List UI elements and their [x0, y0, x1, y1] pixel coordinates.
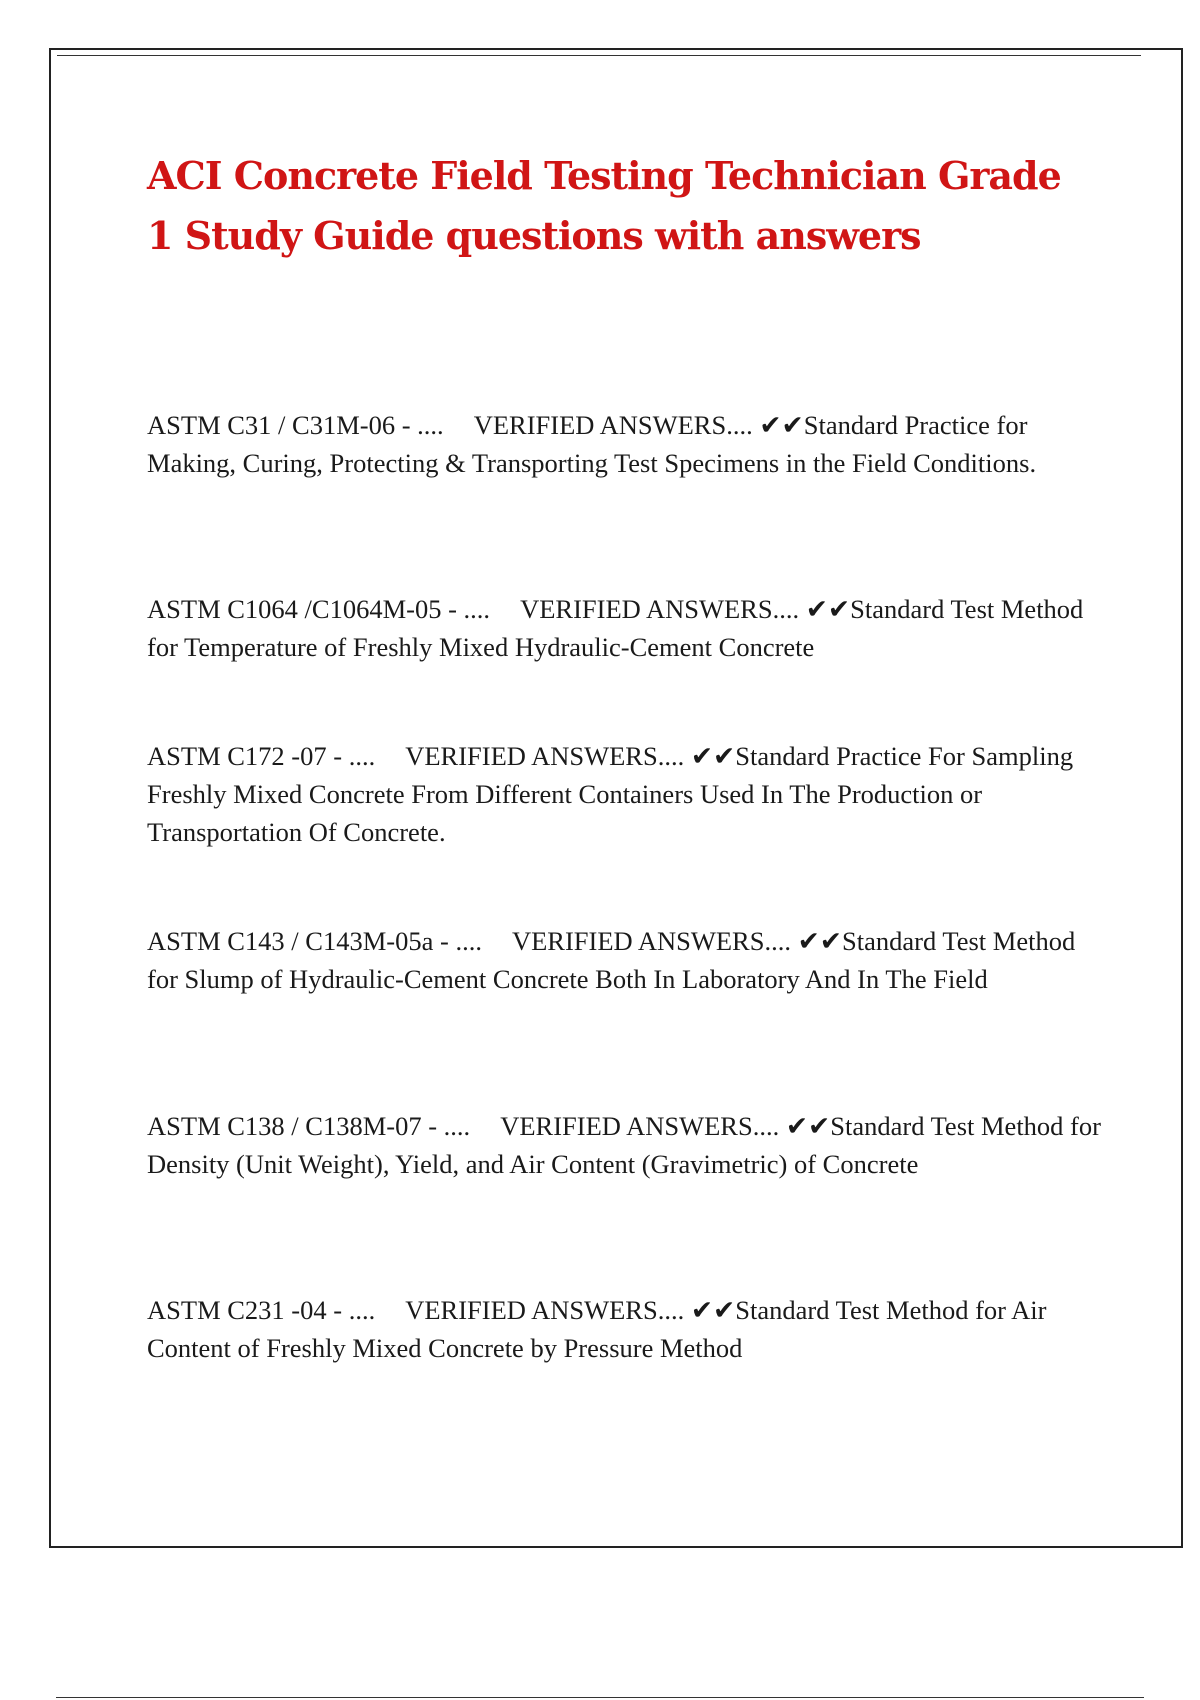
answer-text: Standard Test Method for Temperature of Freshly Mixed Hydraulic-Cement Concrete: [147, 594, 1090, 662]
check-icon: ✔✔: [690, 741, 736, 771]
question-text: ASTM C31 / C31M-06 - ....: [147, 410, 444, 440]
qa-item: [147, 922, 1107, 998]
question-text: ASTM C231 -04 - ....: [147, 1295, 376, 1325]
qa-item: [147, 1107, 1107, 1183]
verified-label: VERIFIED ANSWERS....: [405, 1295, 685, 1325]
qa-item: [147, 737, 1107, 851]
check-icon: ✔✔: [759, 410, 804, 440]
check-icon: ✔✔: [805, 594, 851, 624]
page-frame: [49, 48, 1183, 1548]
verified-label: VERIFIED ANSWERS....: [500, 1111, 780, 1141]
qa-item: [147, 590, 1107, 666]
verified-label: VERIFIED ANSWERS....: [473, 410, 753, 440]
check-icon: ✔✔: [797, 926, 843, 956]
answer-text: Standard Test Method for Density (Unit Weight), Yield, and Air Content (Gravimetric) of Concrete: [147, 1111, 1108, 1179]
check-icon: ✔✔: [785, 1111, 831, 1141]
verified-label: VERIFIED ANSWERS....: [520, 594, 800, 624]
verified-label: VERIFIED ANSWERS....: [511, 926, 791, 956]
answer-text: Standard Test Method for Air Content of Freshly Mixed Concrete by Pressure Method: [147, 1295, 1054, 1363]
qa-item: [147, 406, 1107, 482]
question-text: ASTM C143 / C143M-05a - ....: [147, 926, 482, 956]
answer-text: Standard Practice for Making, Curing, Protecting & Transporting Test Specimens in the Field Conditions.: [147, 410, 1037, 478]
top-rule: [57, 55, 1141, 56]
verified-label: VERIFIED ANSWERS....: [405, 741, 685, 771]
qa-item: [147, 1291, 1107, 1367]
answer-text: Standard Test Method for Slump of Hydraulic-Cement Concrete Both In Laboratory And In The Field: [147, 926, 1082, 994]
answer-text: Standard Practice For Sampling Freshly Mixed Concrete From Different Containers Used In The Production or Transportation Of Concrete.: [147, 741, 1080, 847]
page-title: ACI Concrete Field Testing Technician Grade 1 Study Guide questions with answers: [147, 153, 1061, 258]
question-text: ASTM C172 -07 - ....: [147, 741, 376, 771]
question-text: ASTM C1064 /C1064M-05 - ....: [147, 594, 491, 624]
bottom-rule: [56, 1697, 1144, 1698]
check-icon: ✔✔: [690, 1295, 736, 1325]
question-text: ASTM C138 / C138M-07 - ....: [147, 1111, 471, 1141]
